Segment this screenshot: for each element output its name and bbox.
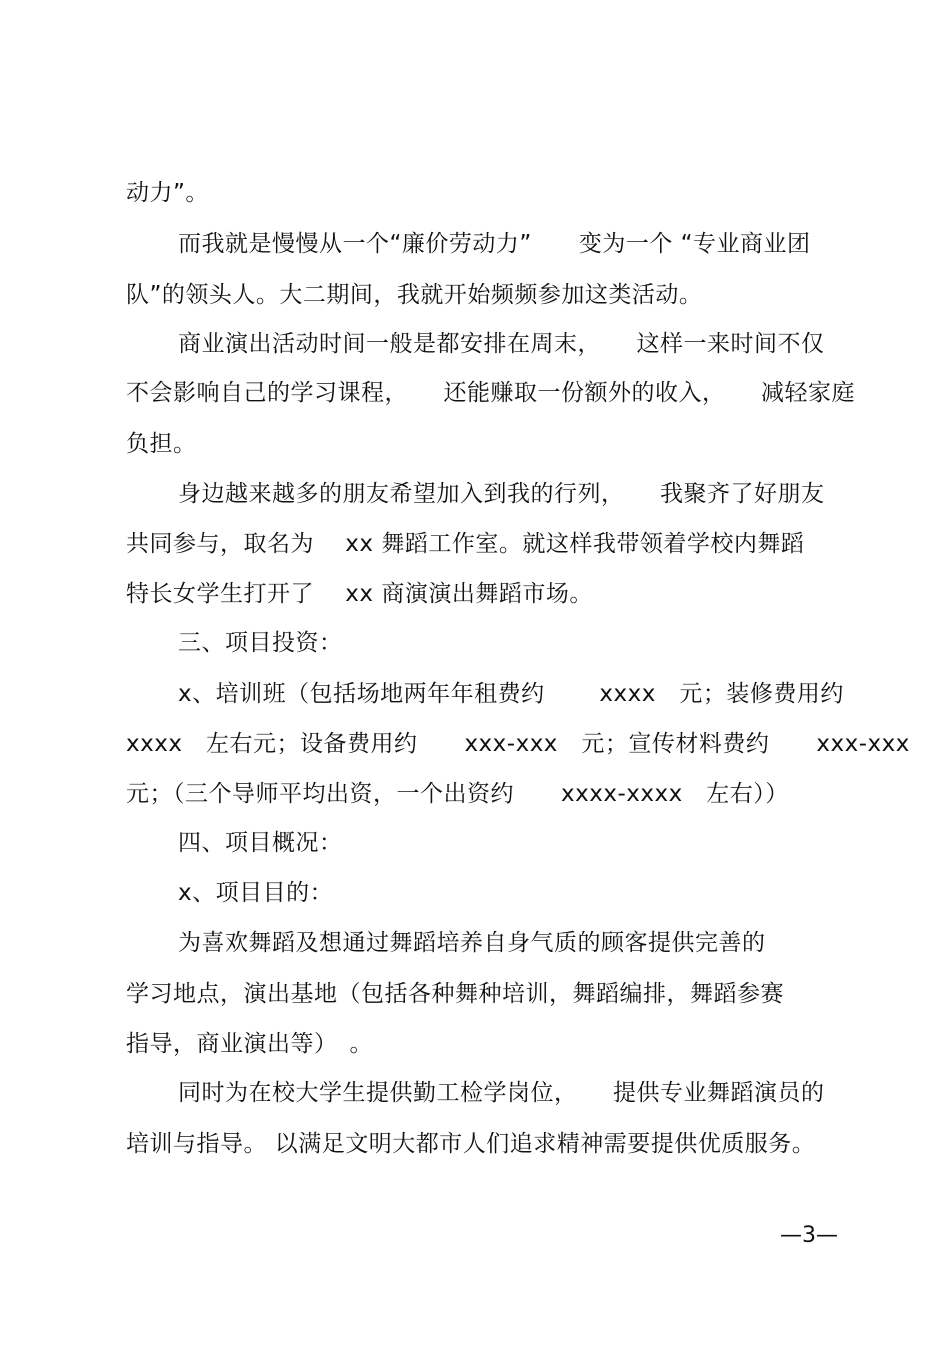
page-number: —3—: [780, 1223, 838, 1248]
text-line: xxxx 左右元；设备费用约 xxx-xxx 元；宣传材料费约 xxx-xxx: [126, 731, 910, 757]
text-line: 动力”。: [126, 180, 209, 206]
text-line: 身边越来越多的朋友希望加入到我的行列， 我聚齐了好朋友: [178, 481, 825, 507]
text-line: 指导，商业演出等） 。: [126, 1031, 373, 1057]
text-line: 商业演出活动时间一般是都安排在周末， 这样一来时间不仅: [178, 331, 825, 357]
text-line: 特长女学生打开了 xx 商演演出舞蹈市场。: [126, 581, 593, 607]
text-line: 队”的领头人。大二期间，我就开始频频参加这类活动。: [126, 282, 703, 308]
text-line: 培训与指导。 以满足文明大都市人们追求精神需要提供优质服务。: [126, 1131, 816, 1157]
section-heading: 三、项目投资：: [178, 630, 343, 656]
text-line: 元；（三个导师平均出资，一个出资约 xxxx-xxxx 左右））: [126, 781, 789, 807]
text-line: x、培训班（包括场地两年年租费约 xxxx 元；装修费用约: [178, 681, 844, 707]
text-line: 为喜欢舞蹈及想通过舞蹈培养自身气质的顾客提供完善的: [178, 930, 766, 956]
text-line: 不会影响自己的学习课程， 还能赚取一份额外的收入， 减轻家庭: [126, 380, 855, 406]
text-line: 而我就是慢慢从一个“廉价劳动力” 变为一个 “专业商业团: [178, 231, 811, 257]
subsection-heading: x、项目目的：: [178, 880, 334, 906]
text-line: 同时为在校大学生提供勤工检学岗位， 提供专业舞蹈演员的: [178, 1080, 825, 1106]
text-line: 负担。: [126, 431, 197, 457]
section-heading: 四、项目概况：: [178, 830, 343, 856]
text-line: 学习地点，演出基地（包括各种舞种培训，舞蹈编排，舞蹈参赛: [126, 981, 784, 1007]
text-line: 共同参与，取名为 xx 舞蹈工作室。就这样我带领着学校内舞蹈: [126, 531, 805, 557]
